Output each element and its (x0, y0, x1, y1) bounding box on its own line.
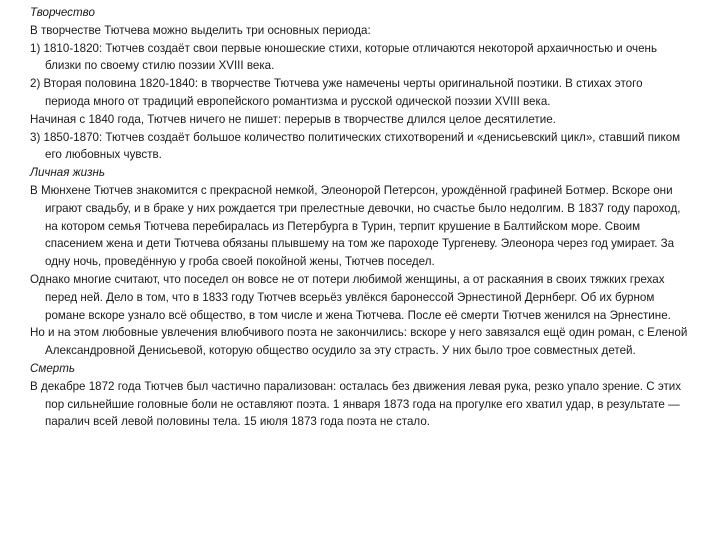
paragraph-personal-life-3: Но и на этом любовные увлечения влюбчивого поэта не закончились: вскоре у него завязался ещё один роман, с Еленой Александровной Денисьевой, которую общество осудило за эту страсть. У них было трое совместных детей. (30, 326, 688, 358)
paragraph-creativity-period-3: 3) 1850-1870: Тютчев создаёт большое количество политических стихотворений и «денисьевский цикл», ставший пиком его любовных чувств. (30, 130, 681, 162)
paragraph-creativity-period-2: 2) Вторая половина 1820-1840: в творчестве Тютчева уже намечены черты оригинальной поэтики. В стихах этого периода много от традиций европейского романтизма и русской одической поэзии XVIII века. (30, 77, 643, 108)
paragraph-creativity-break: Начиная с 1840 года, Тютчев ничего не пишет: перерыв в творчестве длился целое десятилетие. (30, 112, 556, 126)
paragraph-personal-life-1: В Мюнхене Тютчев знакомится с прекрасной немкой, Элеонорой Петерсон, урождённой графиней Ботмер. Вскоре они играют свадьбу, и в браке у них рождается три прелестные девочки, но счастье было недолгим. В 1837 году пароход, на котором семья Тютчева перебиралась из Петербурга в Турин, терпит крушение в Балтийском море. Своим спасением жена и дети Тютчева обязаны плывшему на том же пароходе Тургеневу. Элеонора через год умирает. За одну ночь, проведённую у гроба своей покойной жены, Тютчев поседел. (30, 183, 681, 269)
section-heading-death: Смерть (30, 361, 75, 375)
section-heading-personal-life: Личная жизнь (30, 166, 105, 180)
section-heading-creativity: Творчество (30, 6, 95, 19)
paragraph-death-1: В декабре 1872 года Тютчев был частично парализован: осталась без движения левая рука, резко упало зрение. С этих пор сильнейшие головные боли не оставляют поэта. 1 января 1873 года на прогулке его хватил удар, в результате — паралич всей левой половины тела. 15 июля 1873 года поэта не стало. (30, 379, 682, 429)
paragraph-personal-life-2: Однако многие считают, что поседел он вовсе не от потери любимой женщины, а от раскаяния в своих тяжких грехах перед ней. Дело в том, что в 1833 году Тютчев всерьёз увлёкся баронессой Эрнестиной Дернберг. Об их бурном романе вскоре узнало всё общество, в том числе и жена Тютчева. После её смерти Тютчев женился на Эрнестине. (30, 272, 671, 322)
paragraph-creativity-intro: В творчестве Тютчева можно выделить три основных периода: (30, 23, 371, 37)
paragraph-creativity-period-1: 1) 1810-1820: Тютчев создаёт свои первые юношеские стихи, которые отличаются некоторой архаичностью и очень близки по своему стилю поэзии XVIII века. (30, 41, 657, 73)
